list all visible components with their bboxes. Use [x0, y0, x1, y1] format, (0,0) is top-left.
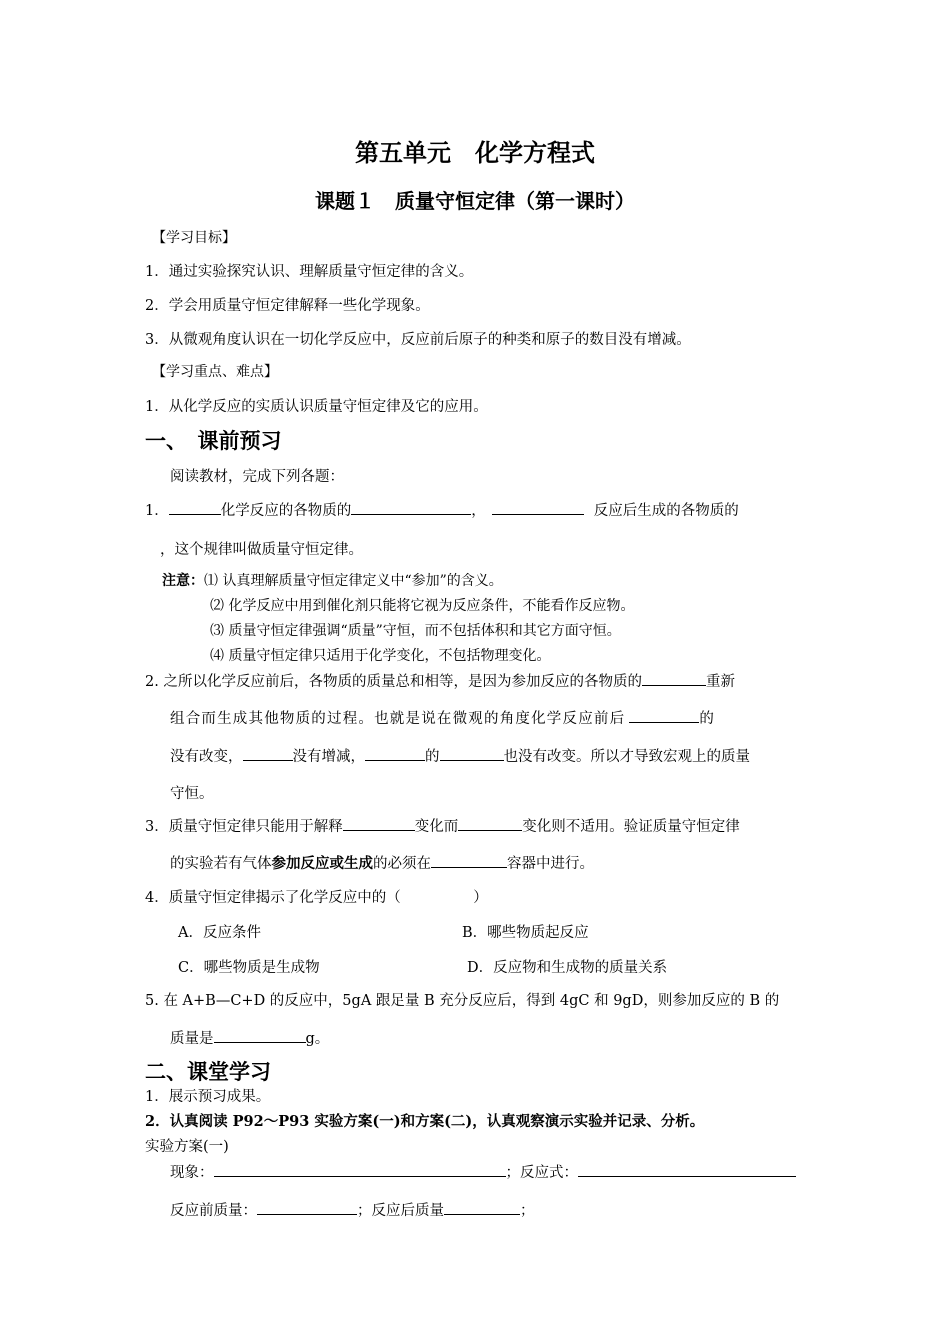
option-a[interactable]: A．反应条件 — [178, 925, 261, 941]
before-mass-blank[interactable] — [257, 1200, 357, 1216]
key-heading: 【学习重点、难点】 — [152, 364, 278, 380]
question-3-line2 — [170, 852, 594, 873]
after-mass-blank[interactable] — [444, 1200, 520, 1216]
answer-blank[interactable] — [431, 853, 507, 869]
page-subtitle: 课题１ 质量守恒定律（第一课时） — [315, 189, 635, 213]
question-2-line4: 守恒。 — [170, 786, 214, 802]
goals-heading: 【学习目标】 — [152, 230, 236, 246]
question-text: 反应后生成的各物质的 — [593, 503, 739, 519]
question-text: 的 — [699, 711, 716, 727]
answer-blank[interactable] — [458, 816, 522, 832]
question-text: 容器中进行。 — [507, 856, 594, 872]
question-number: 1． — [145, 503, 169, 519]
phenomenon-blank[interactable] — [214, 1162, 506, 1178]
answer-blank[interactable] — [243, 746, 293, 762]
question-text: 没有增减， — [292, 749, 365, 765]
option-d[interactable]: D．反应物和生成物的质量关系 — [467, 960, 668, 976]
field-label: ； — [520, 1203, 535, 1219]
question-text: 组合而生成其他物质的过程。也就是说在微观的角度化学反应前后 — [170, 711, 626, 727]
question-text: 重新 — [705, 674, 735, 690]
question-3-line1 — [145, 815, 740, 836]
question-text-bold: 参加反应或生成 — [271, 855, 373, 872]
note-label: 注意： — [162, 573, 204, 589]
question-text: ， — [471, 503, 486, 519]
answer-blank[interactable] — [440, 746, 504, 762]
question-5-line1: 5. 在 A+B—C+D 的反应中，5gA 跟足量 B 充分反应后，得到 4gC 和 9gD，则参加反应的 B 的 — [145, 993, 780, 1009]
option-c[interactable]: C．哪些物质是生成物 — [178, 960, 320, 976]
answer-blank[interactable] — [214, 1028, 306, 1044]
field-label: ；反应式： — [505, 1165, 578, 1181]
question-text: 变化则不适用。验证质量守恒定律 — [522, 819, 740, 835]
section2-item: 1．展示预习成果。 — [145, 1089, 271, 1105]
equation-blank[interactable] — [578, 1162, 796, 1178]
section2-item: 2．认真阅读 P92～P93 实验方案(一)和方案(二)，认真观察演示实验并记录、分析。 — [145, 1113, 705, 1130]
option-b[interactable]: B．哪些物质起反应 — [462, 925, 589, 941]
question-text: 的实验若有气体 — [170, 856, 272, 872]
section1-intro: 阅读教材，完成下列各题： — [170, 469, 344, 485]
mass-line — [170, 1199, 535, 1220]
key-item: 1．从化学反应的实质认识质量守恒定律及它的应用。 — [145, 399, 488, 415]
field-label: ；反应后质量 — [357, 1203, 444, 1219]
note-block — [162, 570, 503, 590]
answer-blank[interactable] — [629, 708, 699, 724]
note-item: ⑴ 认真理解质量守恒定律定义中“参加”的含义。 — [204, 573, 503, 589]
question-2-line3 — [170, 745, 750, 766]
goal-item: 1．通过实验探究认识、理解质量守恒定律的含义。 — [145, 264, 474, 280]
experiment-label: 实验方案(一) — [145, 1139, 229, 1155]
answer-blank[interactable] — [343, 816, 415, 832]
question-1-line1 — [145, 499, 739, 520]
question-2-line1 — [145, 670, 735, 691]
field-label: 现象： — [170, 1165, 214, 1181]
question-1-line2: ，这个规律叫做质量守恒定律。 — [160, 542, 363, 558]
answer-blank[interactable] — [351, 500, 471, 516]
page-title: 第五单元 化学方程式 — [355, 138, 595, 167]
question-text: 没有改变， — [170, 749, 243, 765]
answer-blank[interactable] — [492, 500, 584, 516]
field-label: 反应前质量： — [170, 1203, 257, 1219]
question-text: 也没有改变。所以才导致宏观上的质量 — [503, 749, 750, 765]
note-item: ⑶ 质量守恒定律强调“质量”守恒，而不包括体积和其它方面守恒。 — [210, 623, 621, 639]
question-4-stem: 4．质量守恒定律揭示了化学反应中的（ ） — [145, 890, 488, 906]
question-text: 的必须在 — [373, 856, 431, 872]
phenomenon-line — [170, 1161, 796, 1182]
question-text: 化学反应的各物质的 — [220, 503, 352, 519]
question-text: 变化而 — [414, 819, 459, 835]
section1-heading: 一、 课前预习 — [145, 428, 282, 453]
note-item: ⑵ 化学反应中用到催化剂只能将它视为反应条件，不能看作反应物。 — [210, 598, 635, 614]
note-item: ⑷ 质量守恒定律只适用于化学变化，不包括物理变化。 — [210, 648, 551, 664]
section2-heading: 二、课堂学习 — [145, 1059, 271, 1084]
answer-blank[interactable] — [642, 671, 706, 687]
question-2-line2 — [170, 707, 715, 728]
question-text: 质量是 — [170, 1031, 214, 1047]
answer-blank[interactable] — [169, 500, 221, 516]
answer-blank[interactable] — [365, 746, 425, 762]
question-text: g。 — [305, 1031, 330, 1047]
question-text: 3．质量守恒定律只能用于解释 — [145, 819, 343, 835]
question-text: 2. 之所以化学反应前后，各物质的质量总和相等，是因为参加反应的各物质的 — [145, 674, 642, 690]
question-5-line2 — [170, 1027, 329, 1048]
goal-item: 3．从微观角度认识在一切化学反应中，反应前后原子的种类和原子的数目没有增减。 — [145, 332, 691, 348]
goal-item: 2．学会用质量守恒定律解释一些化学现象。 — [145, 298, 430, 314]
question-text: 的 — [425, 749, 440, 765]
